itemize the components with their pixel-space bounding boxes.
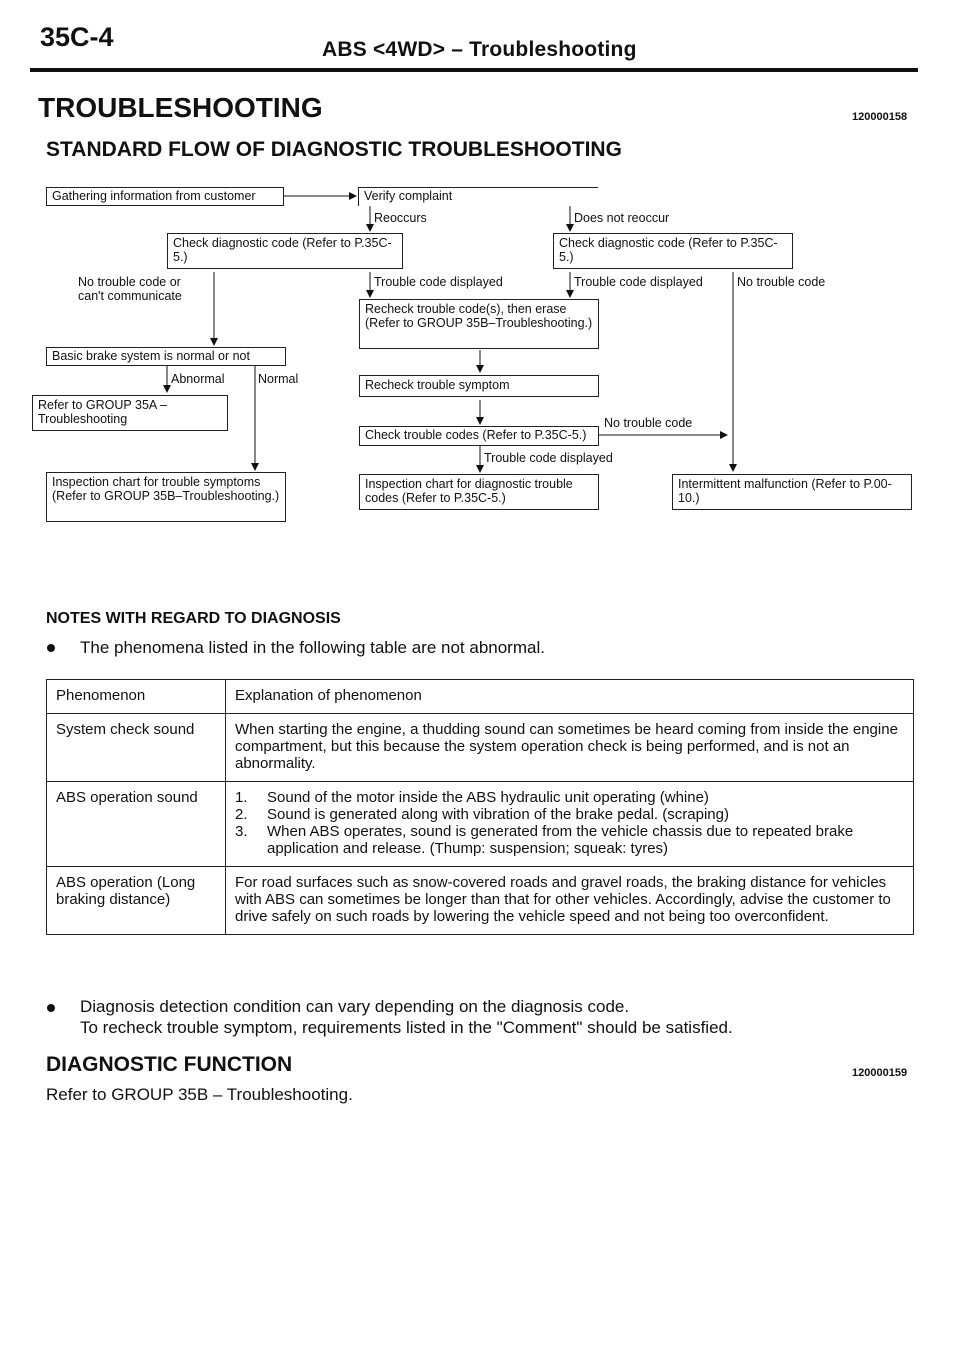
item-text: When ABS operates, sound is generated from the vehicle chassis due to repeated brake application and release. (Thump: suspension; squeak: tyres) — [267, 823, 854, 857]
notes-bullet-2-line-2: To recheck trouble symptom, requirements listed in the "Comment" should be satisfied. — [80, 1018, 733, 1037]
flow-box-refer-35a: Refer to GROUP 35A – Troubleshooting — [32, 395, 228, 431]
flow-label-reoccurs: Reoccurs — [374, 211, 427, 225]
flow-label-abnormal: Abnormal — [171, 372, 225, 386]
notes-bullet-2-line-1: Diagnosis detection condition can vary depending on the diagnosis code. — [80, 997, 630, 1016]
flow-box-verify: Verify complaint — [358, 187, 598, 206]
table-row — [47, 782, 914, 867]
flow-box-check-codes: Check trouble codes (Refer to P.35C-5.) — [359, 426, 599, 446]
flow-label-no-trouble-code-2: No trouble code — [604, 416, 693, 430]
notes-title: NOTES WITH REGARD TO DIAGNOSIS — [46, 610, 341, 627]
flow-box-inspection-codes: Inspection chart for diagnostic trouble codes (Refer to P.35C-5.) — [359, 474, 599, 510]
section-title: TROUBLESHOOTING — [38, 92, 323, 123]
section-subtitle: STANDARD FLOW OF DIAGNOSTIC TROUBLESHOOTING — [46, 138, 622, 161]
explanation-cell: For road surfaces such as snow-covered roads and gravel roads, the braking distance for vehicles with ABS can sometimes be longer than that for other vehicles. Accordingly, advise the customer to drive safely on such roads by lowering the vehicle speed and not being too overconfident. — [226, 867, 914, 935]
running-title: ABS <4WD> – Troubleshooting — [322, 38, 637, 61]
phenomenon-cell: System check sound — [47, 714, 226, 782]
phenomenon-cell: ABS operation sound — [47, 782, 226, 867]
diagnostic-function-title: DIAGNOSTIC FUNCTION — [46, 1053, 293, 1076]
page-number: 35C-4 — [40, 22, 114, 52]
item-text: Sound of the motor inside the ABS hydraulic unit operating (whine) — [267, 789, 709, 806]
phenomenon-cell: ABS operation (Long braking distance) — [47, 867, 226, 935]
flow-label-no-trouble-or-comm: No trouble code or can't communicate — [78, 275, 182, 303]
table-header-phenomenon: Phenomenon — [47, 680, 226, 714]
item-number: 1. — [235, 789, 248, 806]
list-item — [235, 806, 904, 823]
table-header-row — [47, 680, 914, 714]
flow-label-trouble-displayed-1: Trouble code displayed — [374, 275, 503, 289]
diagnostic-code: 120000159 — [852, 1067, 908, 1079]
flow-label-normal: Normal — [258, 372, 299, 386]
section-code: 120000158 — [852, 111, 908, 123]
flow-label-no-trouble-code-1: No trouble code — [737, 275, 826, 289]
notes-bullet-1: The phenomena listed in the following table are not abnormal. — [80, 638, 545, 657]
flow-box-basic-brake: Basic brake system is normal or not — [46, 347, 286, 366]
list-item — [235, 789, 904, 806]
phenomena-table — [46, 679, 914, 935]
flow-box-check-code-right: Check diagnostic code (Refer to P.35C-5.) — [553, 233, 793, 269]
item-number: 2. — [235, 806, 248, 823]
table-row — [47, 714, 914, 782]
flow-box-recheck-symptom: Recheck trouble symptom — [359, 375, 599, 397]
flow-box-recheck-erase: Recheck trouble code(s), then erase (Refer to GROUP 35B–Troubleshooting.) — [359, 299, 599, 349]
item-text: Sound is generated along with vibration of the brake pedal. (scraping) — [267, 806, 729, 823]
flow-label-trouble-displayed-3: Trouble code displayed — [484, 451, 613, 465]
list-item — [235, 823, 904, 857]
table-row — [47, 867, 914, 935]
item-number: 3. — [235, 823, 248, 840]
flow-label-does-not-reoccur: Does not reoccur — [574, 211, 670, 225]
flow-label-trouble-displayed-2: Trouble code displayed — [574, 275, 703, 289]
explanation-cell: When starting the engine, a thudding sound can sometimes be heard coming from inside the engine compartment, but this because the system operation check is being performed, and is not an abnormality. — [226, 714, 914, 782]
diagnostic-function-text: Refer to GROUP 35B – Troubleshooting. — [46, 1085, 353, 1104]
explanation-cell — [226, 782, 914, 867]
flow-box-inspection-symptoms: Inspection chart for trouble symptoms (Refer to GROUP 35B–Troubleshooting.) — [46, 472, 286, 522]
flow-box-intermittent: Intermittent malfunction (Refer to P.00-10.) — [672, 474, 912, 510]
bullet-dot — [47, 644, 55, 652]
flow-box-gathering: Gathering information from customer — [46, 187, 284, 206]
bullet-dot — [47, 1004, 55, 1012]
flow-box-check-code-left: Check diagnostic code (Refer to P.35C-5.) — [167, 233, 403, 269]
table-header-explanation: Explanation of phenomenon — [226, 680, 914, 714]
